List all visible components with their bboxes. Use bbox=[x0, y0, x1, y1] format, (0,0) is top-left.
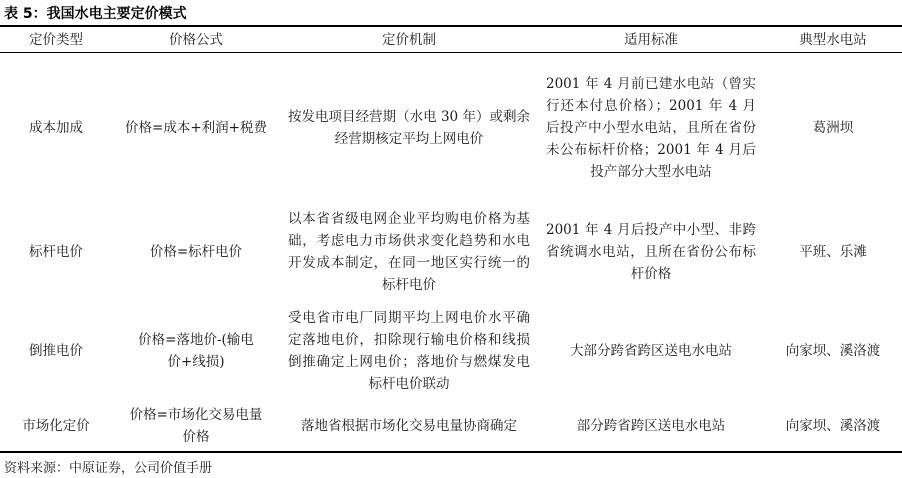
pricing-type-cell: 市场化定价 bbox=[22, 418, 90, 434]
typical-stations-cell: 平班、乐滩 bbox=[799, 243, 867, 260]
applicable-standard-cell: 大部分跨省跨区送电水电站 bbox=[570, 342, 732, 359]
source-note: 资料来源：中原证券，公司价值手册 bbox=[4, 461, 213, 476]
header-pricing-mechanism: 定价机制 bbox=[382, 31, 436, 48]
pricing-mechanism-cell: 以本省省级电网企业平均购电价格为基础，考虑电力市场供求变化趋势和水电开发成本制定，在同一地区实行统一的标杆电价 bbox=[288, 210, 530, 293]
applicable-standard-cell: 2001 年 4 月后投产中小型、非跨省统调水电站，且所在省份公布标杆价格 bbox=[546, 221, 756, 282]
pricing-type-cell: 标杆电价 bbox=[29, 243, 83, 260]
applicable-standard-cell: 部分跨省跨区送电水电站 bbox=[576, 418, 726, 434]
pricing-type-cell: 成本加成 bbox=[29, 120, 83, 136]
typical-stations-cell: 向家坝、溪洛渡 bbox=[785, 418, 881, 434]
header-typical-stations: 典型水电站 bbox=[799, 31, 867, 48]
price-formula-cell: 价格=成本+利润+税费 bbox=[125, 120, 267, 136]
pricing-mechanism-cell: 落地省根据市场化交易电量协商确定 bbox=[301, 418, 517, 434]
pricing-type-cell: 倒推电价 bbox=[29, 342, 83, 359]
table-bottom-rule bbox=[0, 451, 902, 453]
pricing-mechanism-cell: 受电省市电厂同期平均上网电价水平确定落地电价，扣除现行输电价格和线损倒推确定上网电价；落地价与燃煤发电标杆电价联动 bbox=[288, 309, 530, 392]
applicable-standard-cell: 2001 年 4 月前已建水电站（曾实行还本付息价格）；2001 年 4 月后投产中小型水电站，且所在省份未公布标杆价格；2001 年 4 月后投产部分大型水电站 bbox=[546, 76, 756, 180]
header-price-formula: 价格公式 bbox=[169, 31, 223, 48]
typical-stations-cell: 葛洲坝 bbox=[812, 120, 854, 136]
header-applicable-standard: 适用标准 bbox=[624, 31, 678, 48]
table-title: 表 5：我国水电主要定价模式 bbox=[4, 6, 187, 22]
typical-stations-cell: 向家坝、溪洛渡 bbox=[785, 342, 881, 359]
price-formula-cell: 价格=标杆电价 bbox=[149, 243, 243, 260]
price-formula-cell: 价格=落地价-(输电价+线损) bbox=[138, 331, 254, 370]
header-pricing-type: 定价类型 bbox=[29, 31, 83, 48]
pricing-mechanism-cell: 按发电项目经营期（水电 30 年）或剩余经营期核定平均上网电价 bbox=[288, 109, 530, 147]
price-formula-cell: 价格=市场化交易电量价格 bbox=[129, 407, 263, 445]
